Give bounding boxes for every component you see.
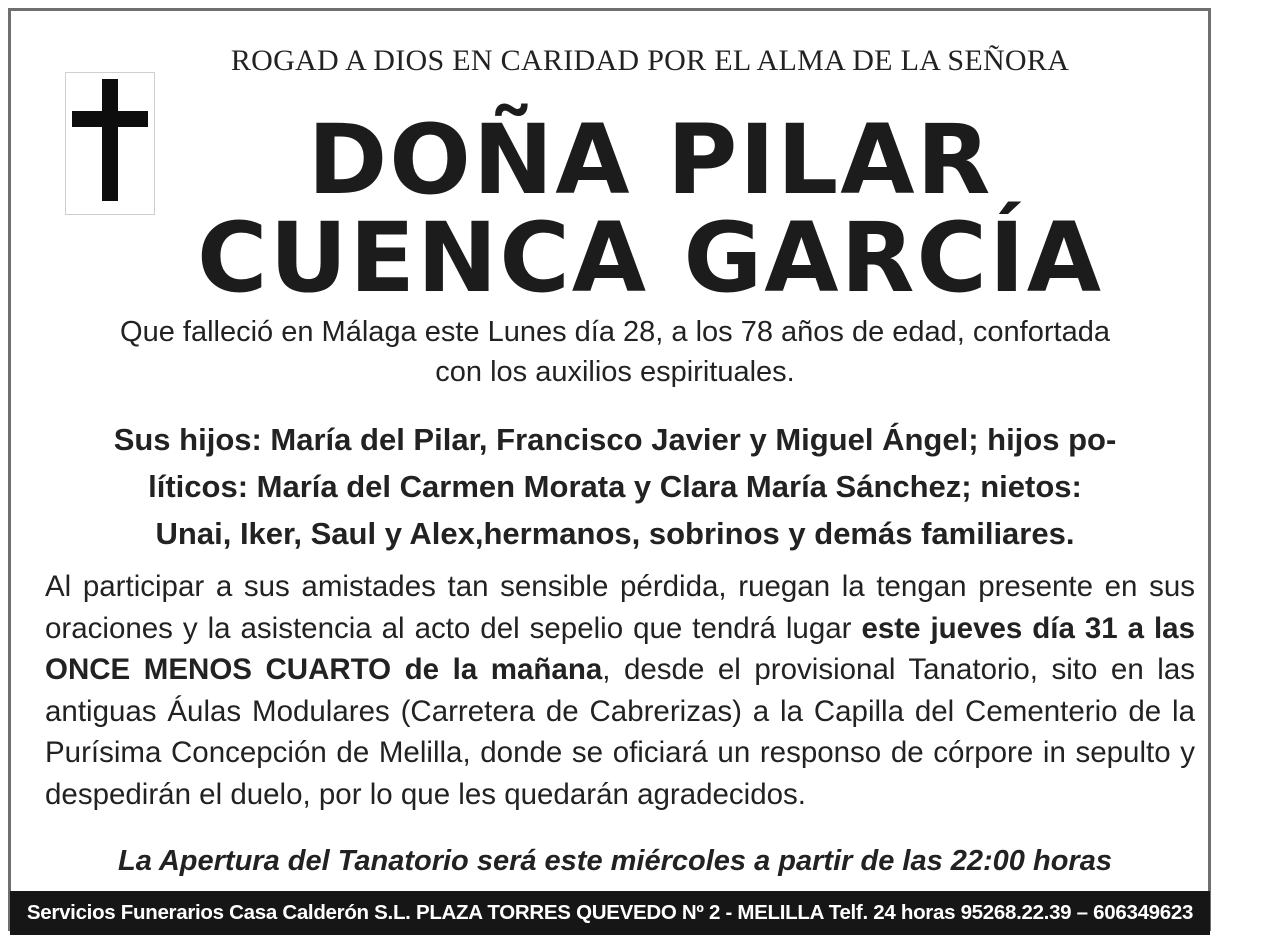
family-line: Unai, Iker, Saul y Alex,hermanos, sobrinos y demás familiares. <box>155 516 1075 551</box>
announcement-highlight: este jueves día 31 a las ONCE MENOS CUARTO de la mañana <box>45 611 1195 686</box>
announcement-text: Al participar a sus amistades tan sensible pérdida, ruegan la tengan presente en sus oraciones y la asistencia al acto del sepelio que tendrá lugar <box>45 570 1195 645</box>
tanatorio-opening-note: La Apertura del Tanatorio será este miércoles a partir de las 22:00 horas <box>118 845 1112 877</box>
death-details-line: con los auxilios espirituales. <box>435 356 795 388</box>
footer-text: Servicios Funerarios Casa Calderón S.L. PLAZA TORRES QUEVEDO Nº 2 - MELILLA Telf. 24 horas 95268.22.39 – 606349623 <box>26 901 1194 924</box>
family-line: Sus hijos: María del Pilar, Francisco Javier y Miguel Ángel; hijos po- <box>113 422 1117 457</box>
deceased-name-first: DOÑA PILAR <box>307 104 993 216</box>
death-details <box>40 312 1190 392</box>
funeral-announcement <box>45 566 1195 815</box>
announcement-text: , desde el provisional Tanatorio, sito en las antiguas Áulas Modulares (Carretera de Cabrerizas) a la Capilla del Cementerio de la Purísima Concepción de Melilla, donde se oficiará un responso de córpore in sepulto y despedirán el duelo, por lo que les quedarán agradecidos. <box>45 653 1195 811</box>
invocation-heading: ROGAD A DIOS EN CARIDAD POR EL ALMA DE LA SEÑORA <box>230 44 1070 77</box>
deceased-name-last: CUENCA GARCÍA <box>197 202 1103 314</box>
funeral-home-footer <box>10 891 1210 935</box>
family-line: líticos: María del Carmen Morata y Clara María Sánchez; nietos: <box>148 469 1082 504</box>
family-list <box>40 416 1190 557</box>
death-details-line: Que falleció en Málaga este Lunes día 28, a los 78 años de edad, confortada <box>120 316 1110 348</box>
